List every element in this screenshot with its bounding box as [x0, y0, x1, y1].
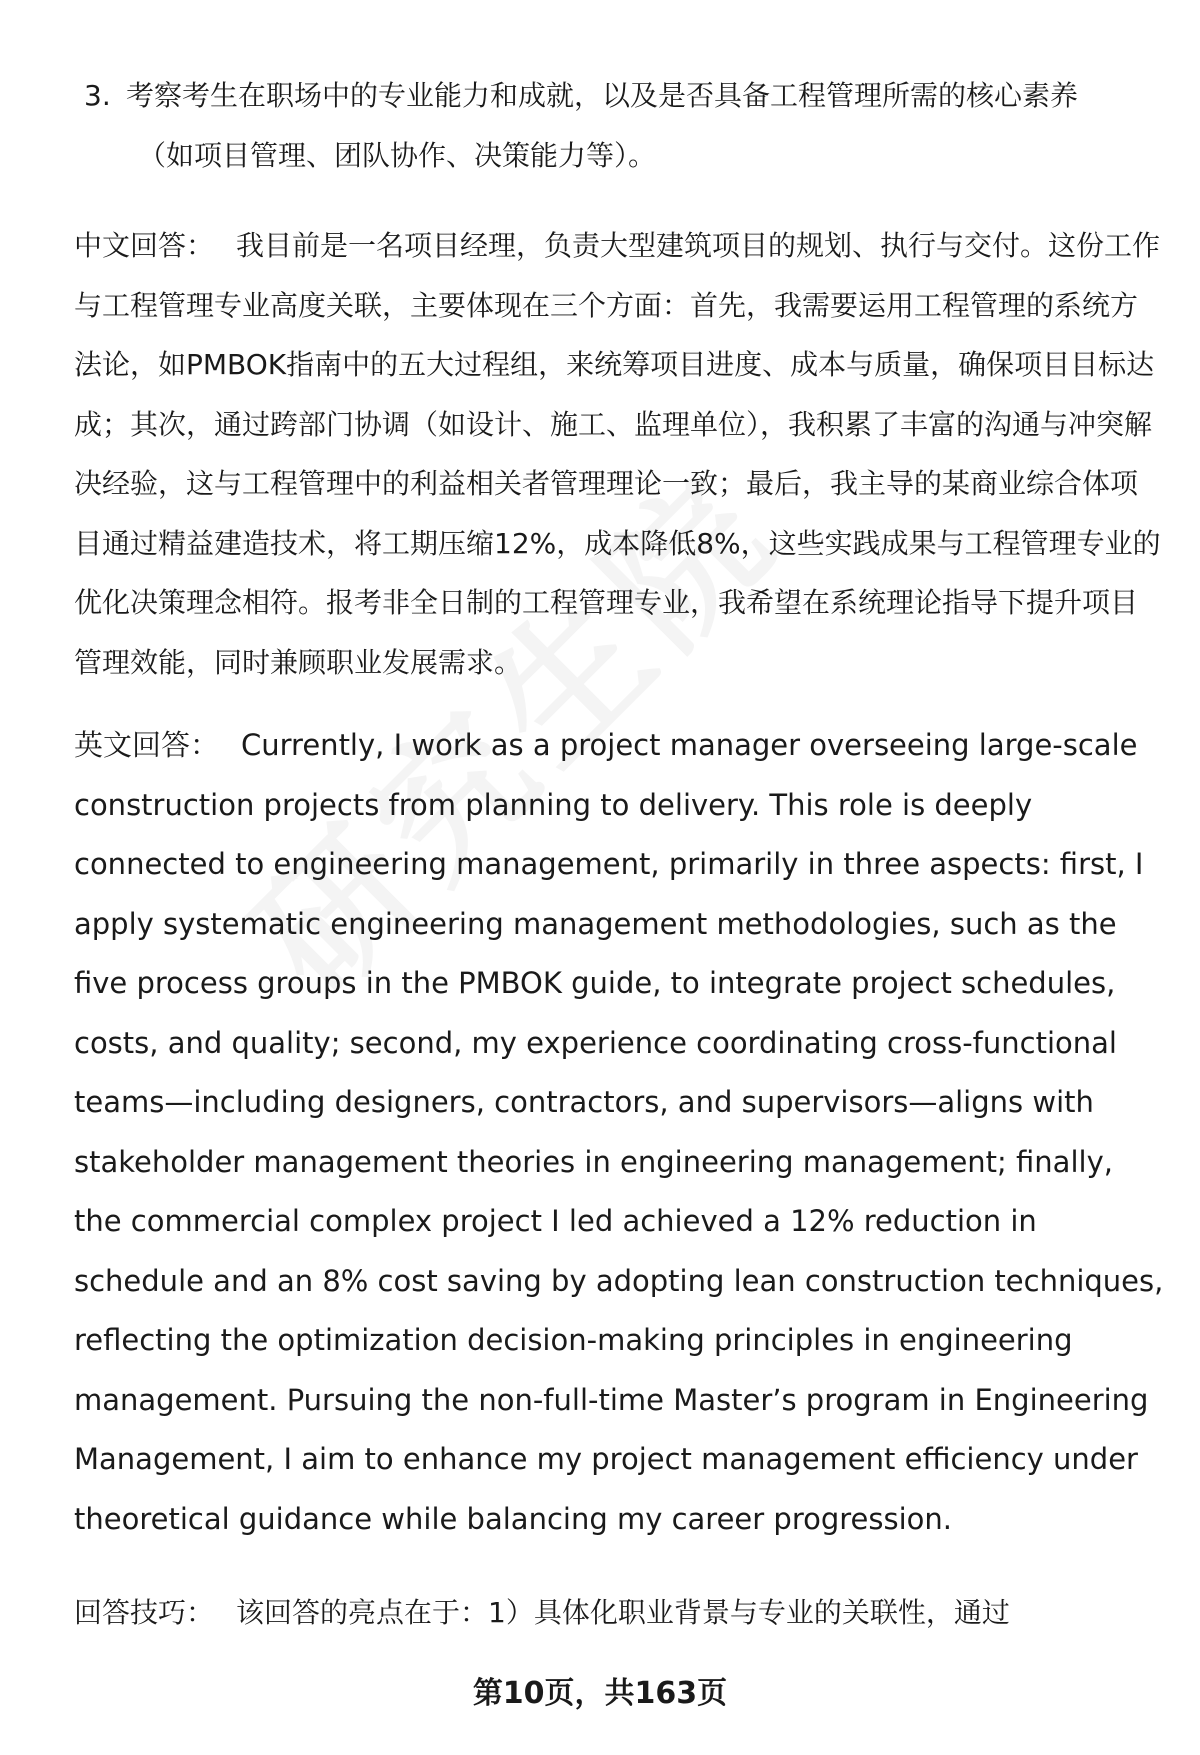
tips-paragraph — [74, 1583, 1164, 1643]
tips-text: 该回答的亮点在于：1）具体化职业背景与专业的关联性，通过 — [236, 1596, 1010, 1629]
chinese-answer-text: 我目前是一名项目经理，负责大型建筑项目的规划、执行与交付。这份工作与工程管理专业高度关联，主要体现在三个方面：首先，我需要运用工程管理的系统方法论，如PMBOK指南中的五大过程组，来统筹项目进度、成本与质量，确保项目目标达成；其次，通过跨部门协调（如设计、施工、监理单位），我积累了丰富的沟通与冲突解决经验，这与工程管理中的利益相关者管理理论一致；最后，我主导的某商业综合体项目通过精益建造技术，将工期压缩12%，成本降低8%，这些实践成果与工程管理专业的优化决策理念相符。报考非全日制的工程管理专业，我希望在系统理论指导下提升项目管理效能，同时兼顾职业发展需求。 — [74, 229, 1161, 679]
question-number: 3. — [84, 79, 111, 112]
question-line-2: （如项目管理、团队协作、决策能力等）。 — [138, 138, 657, 172]
chinese-answer-label: 中文回答： — [74, 229, 215, 262]
question-item — [84, 66, 1164, 185]
tips-label: 回答技巧： — [74, 1596, 215, 1629]
page-number-footer: 第10页，共163页 — [472, 1676, 728, 1711]
english-answer-text: Currently, I work as a project manager overseeing large-scale construction projects from planning to delivery. This role is deeply connected to engineering management, primarily in three aspects: first, I apply systematic engineering management methodologies, such as the five process groups in the PMBOK guide, to integrate project schedules, costs, and quality; second, my experience coordinating cross-functional teams—including designers, contractors, and supervisors—aligns with stakeholder management theories in engineering management; finally, the commercial complex project I led achieved a 12% reduction in schedule and an 8% cost saving by adopting lean construction techniques, reflecting the optimization decision-making principles in engineering management. Pursuing the non-full-time Master’s program in Engineering Management, I aim to enhance my project management efficiency under theoretical guidance while balancing my career progression. — [74, 728, 1164, 1536]
english-answer-label: 英文回答： — [74, 728, 220, 762]
question-line-1: 考察考生在职场中的专业能力和成就，以及是否具备工程管理所需的核心素养 — [126, 79, 1079, 112]
chinese-answer-paragraph — [74, 216, 1164, 692]
english-answer-paragraph — [74, 716, 1164, 1549]
